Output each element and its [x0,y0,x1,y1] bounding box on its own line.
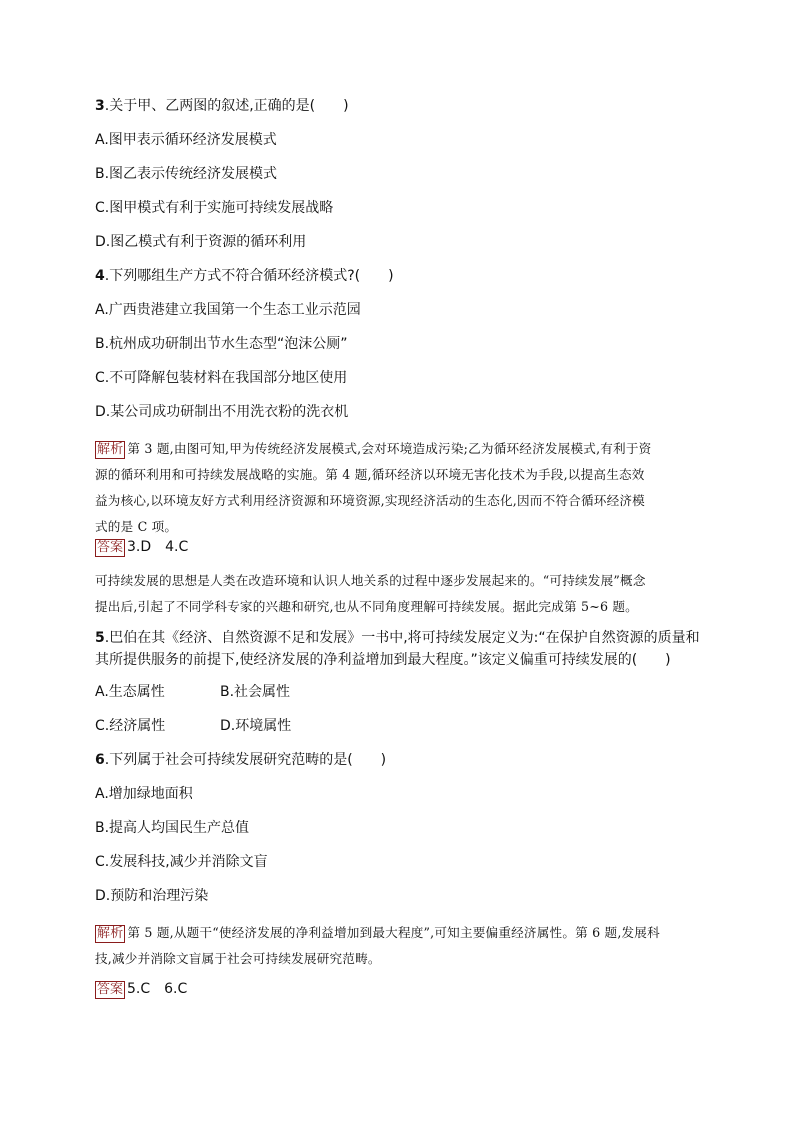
analysis-line: 式的是 C 项。 [95,519,178,534]
option-b: B.提高人均国民生产总值 [95,820,250,836]
question-text: .巴伯在其《经济、自然资源不足和发展》一书中,将可持续发展定义为:“在保护自然资源的质量和 [104,630,700,646]
question-text: .下列属于社会可持续发展研究范畴的是( ) [104,752,387,768]
answer-text: 3.D 4.C [127,539,189,555]
option-row [95,716,395,736]
option-c: C.图甲模式有利于实施可持续发展战略 [95,200,334,216]
analysis-line: 解析 第 5 题,从题干“使经济发展的净利益增加到最大程度”,可知主要偏重经济属性。第 6 题,发展科 [97,925,660,941]
analysis-line: 解析 第 3 题,由图可知,甲为传统经济发展模式,会对环境造成污染;乙为循环经济发展模式,有利于资 [97,441,652,457]
option-a: A.广西贵港建立我国第一个生态工业示范园 [95,302,361,318]
question-number: 6 [95,752,105,768]
question-6-stem [95,750,386,770]
option-row [95,682,395,702]
question-number: 3 [95,98,105,114]
question-5-stem-cont: 其所提供服务的前提下,使经济发展的净利益增加到最大程度。”该定义偏重可持续发展的( ) [95,652,671,668]
question-3-stem [95,96,349,116]
option-a: A.增加绿地面积 [95,786,193,802]
answer-tag: 答案 [97,540,124,555]
option-c: C.不可降解包装材料在我国部分地区使用 [95,370,348,386]
analysis-tag: 解析 [97,926,124,941]
intro-line: 可持续发展的思想是人类在改造环境和认识人地关系的过程中逐步发展起来的。“可持续发展”概念 [95,573,646,588]
option-d: D.环境属性 [220,718,292,734]
analysis-line: 源的循环利用和可持续发展战略的实施。第 4 题,循环经济以环境无害化技术为手段,以提高生态效 [95,467,645,482]
question-number: 5 [95,630,105,646]
question-4-stem [95,266,394,286]
option-c: C.经济属性 [95,718,166,734]
analysis-line: 益为核心,以环境友好方式利用经济资源和环境资源,实现经济活动的生态化,因而不符合循环经济模 [95,493,645,508]
question-text: .下列哪组生产方式不符合循环经济模式?( ) [104,268,394,284]
question-number: 4 [95,268,105,284]
option-b: B.杭州成功研制出节水生态型“泡沫公厕” [95,336,348,352]
question-5-stem [95,628,700,648]
answer-text: 5.C 6.C [127,981,188,997]
option-a: A.图甲表示循环经济发展模式 [95,132,277,148]
analysis-line: 技,减少并消除文盲属于社会可持续发展研究范畴。 [95,951,381,966]
option-b: B.图乙表示传统经济发展模式 [95,166,278,182]
option-d: D.图乙模式有利于资源的循环利用 [95,234,307,250]
option-d: D.预防和治理污染 [95,888,209,904]
option-b: B.社会属性 [220,684,291,700]
answer-tag: 答案 [97,982,124,997]
option-a: A.生态属性 [95,684,165,700]
intro-line: 提出后,引起了不同学科专家的兴趣和研究,也从不同角度理解可持续发展。据此完成第 5~6 题。 [95,599,638,614]
analysis-tag: 解析 [97,442,124,457]
answer-line [95,979,187,999]
question-text: .关于甲、乙两图的叙述,正确的是( ) [104,98,349,114]
option-c: C.发展科技,减少并消除文盲 [95,854,268,870]
answer-line [95,537,188,557]
option-d: D.某公司成功研制出不用洗衣粉的洗衣机 [95,404,349,420]
